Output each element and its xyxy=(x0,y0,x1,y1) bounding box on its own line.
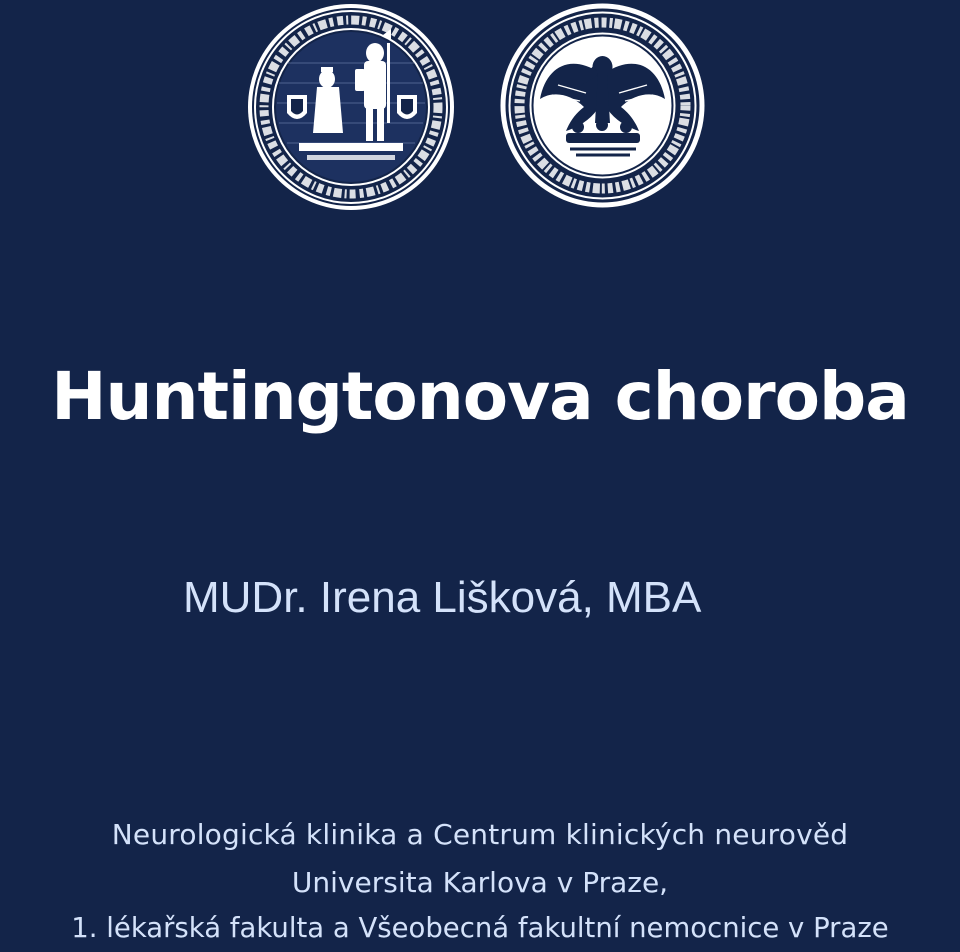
affiliation-line-1: Neurologická klinika a Centrum klinických neurověd xyxy=(111,818,849,851)
affiliation-line-3: 1. lékařská fakulta a Všeobecná fakultní nemocnice v Praze xyxy=(71,912,889,944)
slide-title: Huntingtonova choroba xyxy=(51,358,909,435)
seals-header xyxy=(0,0,960,215)
author-name: MUDr. Irena Lišková, MBA xyxy=(183,573,702,622)
pelican-seal-icon xyxy=(500,3,705,208)
affiliation-line-2: Universita Karlova v Praze, xyxy=(291,866,669,899)
university-seal-icon xyxy=(247,3,455,211)
